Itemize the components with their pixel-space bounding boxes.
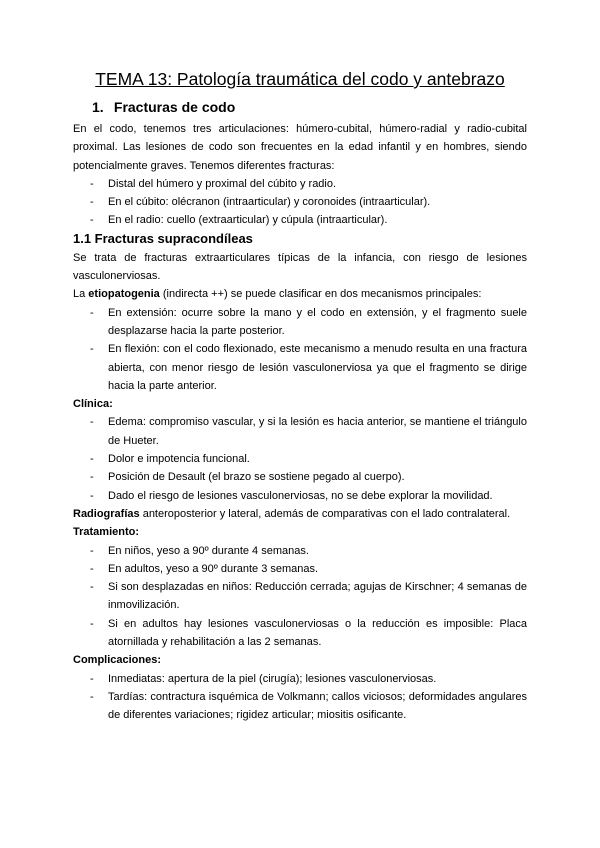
list-item: - En extensión: ocurre sobre la mano y el codo en extensión, y el fragmento suele desplazarse hacia la parte posterior. (73, 304, 527, 341)
list-item: - Dolor e impotencia funcional. (73, 450, 527, 468)
section-heading-fracturas-codo (92, 98, 527, 116)
fracture-list (73, 175, 527, 230)
list-item: - En niños, yeso a 90º durante 4 semanas. (73, 542, 527, 560)
list-item: - Dado el riesgo de lesiones vasculonerviosas, no se debe explorar la movilidad. (73, 487, 527, 505)
tratamiento-label: Tratamiento: (73, 526, 140, 539)
section-heading-text: Fracturas de codo (113, 99, 236, 115)
list-item: - En el radio: cuello (extraarticular) y cúpula (intraarticular). (73, 211, 527, 229)
list-item: - En adultos, yeso a 90º durante 3 semanas. (73, 560, 527, 578)
list-item: - Distal del húmero y proximal del cúbito y radio. (73, 175, 527, 193)
list-item: - Edema: compromiso vascular, y si la lesión es hacia anterior, se mantiene el triángulo de Hueter. (73, 413, 527, 450)
section-intro: En el codo, tenemos tres articulaciones: húmero-cubital, húmero-radial y radio-cubital proximal. Las lesiones de codo son frecuentes en la edad infantil y en hombres, siendo potencialmente graves. Tenemos diferentes fracturas: (73, 123, 527, 172)
section-number: 1. (92, 99, 104, 115)
clinica-list (73, 413, 527, 504)
subsection-intro: Se trata de fracturas extraarticulares típicas de la infancia, con riesgo de lesiones vasculonerviosas. (73, 251, 527, 283)
document-page (73, 68, 527, 725)
clinica-label: Clínica: (73, 398, 113, 411)
etio-post: (indirecta ++) se puede clasificar en dos mecanismos principales: (159, 288, 482, 301)
etiopatogenia-paragraph (73, 285, 527, 303)
etio-pre: La (73, 288, 89, 301)
complicaciones-list (73, 670, 527, 725)
radiografias-paragraph (73, 505, 527, 523)
etiopatogenia-list (73, 304, 527, 395)
tratamiento-list (73, 542, 527, 652)
page-title: TEMA 13: Patología traumática del codo y antebrazo (95, 69, 505, 89)
list-item: - Si son desplazadas en niños: Reducción cerrada; agujas de Kirschner; 4 semanas de inmovilización. (73, 578, 527, 615)
list-item: - Tardías: contractura isquémica de Volkmann; callos viciosos; deformidades angulares de diferentes variaciones; rigidez articular; miositis osificante. (73, 688, 527, 725)
complicaciones-label: Complicaciones: (73, 654, 162, 667)
list-item: - En el cúbito: olécranon (intraarticular) y coronoides (intraarticular). (73, 193, 527, 211)
radio-bold: Radiografías (73, 507, 140, 520)
list-item: - Posición de Desault (el brazo se sostiene pegado al cuerpo). (73, 468, 527, 486)
radio-text: anteroposterior y lateral, además de comparativas con el lado contralateral. (139, 507, 511, 520)
list-item: - Si en adultos hay lesiones vasculonerviosas o la reducción es imposible: Placa atornillada y rehabilitación a las 2 semanas. (73, 615, 527, 652)
list-item: - En flexión: con el codo flexionado, este mecanismo a menudo resulta en una fractura abierta, con menor riesgo de lesión vasculonerviosa ya que el fragmento se dirige hacia la parte anterior. (73, 340, 527, 395)
etio-bold: etiopatogenia (88, 288, 160, 301)
list-item: - Inmediatas: apertura de la piel (cirugía); lesiones vasculonerviosas. (73, 670, 527, 688)
subsection-heading: 1.1 Fracturas supracondíleas (73, 230, 253, 246)
